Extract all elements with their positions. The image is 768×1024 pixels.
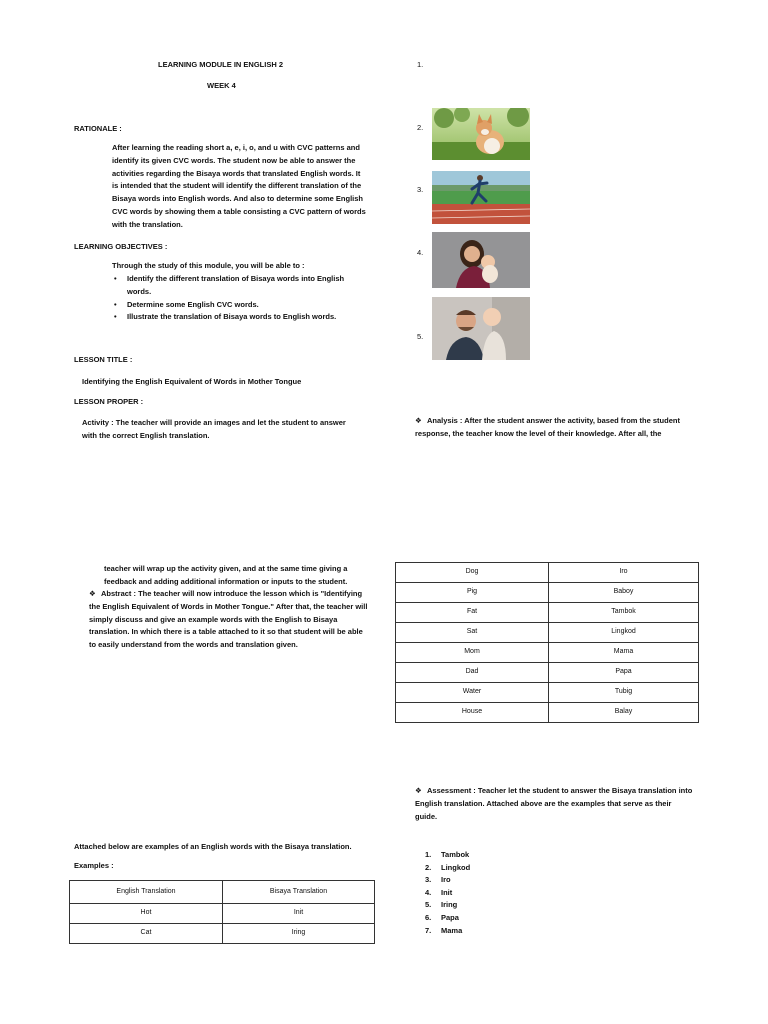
objective-item: • Illustrate the translation of Bisaya words to English words.: [112, 311, 357, 324]
objective-item: • Determine some English CVC words.: [112, 299, 357, 312]
table-cell: Papa: [549, 663, 699, 683]
mother-child-photo-icon: [432, 232, 530, 288]
table-row: [396, 663, 699, 683]
list-item: 3. Iro: [425, 875, 451, 885]
examples-label: Examples :: [74, 861, 114, 870]
table-cell: Mama: [549, 643, 699, 663]
father-child-photo: [432, 297, 530, 360]
assessment-text: Assessment : Teacher let the student to answer the Bisaya translation into English translation. Attached above are the examples that serve as their guide.: [415, 786, 693, 821]
dog-photo-icon: [432, 108, 530, 160]
table-row: [396, 563, 699, 583]
table-cell: Sat: [396, 623, 549, 643]
lesson-title-text: Identifying the English Equivalent of Words in Mother Tongue: [82, 377, 302, 386]
dog-photo: [432, 108, 530, 160]
assessment-list: [425, 849, 470, 937]
table-cell: Dad: [396, 663, 549, 683]
analysis-continuation: teacher will wrap up the activity given, and at the same time giving a feedback and adding additional information or inputs to the student.: [104, 564, 348, 586]
image-number: 4.: [417, 248, 424, 257]
table-header-cell: Bisaya Translation: [223, 881, 375, 904]
table-cell: Iro: [549, 563, 699, 583]
activity-text: Activity : The teacher will provide an images and let the student to answer with the correct English translation.: [82, 418, 346, 440]
module-title: LEARNING MODULE IN ENGLISH 2: [158, 60, 284, 69]
table-cell: Init: [223, 904, 375, 924]
list-item: 7. Mama: [425, 925, 463, 935]
table-row: [70, 924, 375, 944]
assessment-block: [415, 785, 693, 823]
diamond-bullet-icon: ❖: [415, 416, 422, 425]
table-cell: Iring: [223, 924, 375, 944]
table-row: [396, 643, 699, 663]
objectives-list: [112, 273, 357, 324]
rationale-body: After learning the reading short a, e, i, o, and u with CVC patterns and identify its given CVC words. The student now be able to answer the activities regarding the Bisaya words that translated English words. It is intended that the student will identify the different translation of the Bisaya words into English words. And also to determine some English CVC words by showing them a table consisting a CVC pattern of words with the translation.: [112, 143, 366, 229]
table-row: [70, 881, 375, 904]
analysis-text: Analysis : After the student answer the activity, based from the student response, the teacher know the level of their knowledge. After all, the: [415, 416, 680, 438]
table-cell: Pig: [396, 583, 549, 603]
table-row: [396, 603, 699, 623]
table-header-cell: English Translation: [70, 881, 223, 904]
list-item: 1. Tambok: [425, 850, 470, 859]
examples-intro: Attached below are examples of an English words with the Bisaya translation.: [74, 842, 352, 851]
objectives-intro: Through the study of this module, you will be able to :: [112, 261, 305, 270]
table-cell: Mom: [396, 643, 549, 663]
table-row: [396, 583, 699, 603]
image-number: 1.: [417, 60, 424, 69]
table-cell: Baboy: [549, 583, 699, 603]
table-row: [70, 904, 375, 924]
abstract-block: [89, 588, 369, 652]
analysis-block: [415, 415, 700, 441]
list-item: 6. Papa: [425, 912, 459, 922]
table-cell: Tambok: [549, 603, 699, 623]
image-number: 5.: [417, 332, 424, 341]
image-number: 2.: [417, 123, 424, 132]
table-cell: Cat: [70, 924, 223, 944]
father-child-photo-icon: [432, 297, 530, 360]
table-cell: House: [396, 703, 549, 723]
list-item: 2. Lingkod: [425, 862, 471, 872]
vocab-table: [395, 562, 699, 723]
image-number: 3.: [417, 185, 424, 194]
runner-photo-icon: [432, 171, 530, 224]
diamond-bullet-icon: ❖: [89, 589, 96, 598]
rationale-heading: RATIONALE :: [74, 124, 122, 133]
table-cell: Balay: [549, 703, 699, 723]
table-cell: Fat: [396, 603, 549, 623]
lesson-title-heading: LESSON TITLE :: [74, 355, 133, 364]
table-row: [396, 683, 699, 703]
objectives-heading: LEARNING OBJECTIVES :: [74, 242, 168, 251]
table-cell: Lingkod: [549, 623, 699, 643]
mother-child-photo: [432, 232, 530, 288]
table-cell: Dog: [396, 563, 549, 583]
list-item: 5. Iring: [425, 900, 458, 910]
table-row: [396, 623, 699, 643]
table-cell: Hot: [70, 904, 223, 924]
runner-photo: [432, 171, 530, 224]
table-cell: Tubig: [549, 683, 699, 703]
table-cell: Water: [396, 683, 549, 703]
examples-table: [69, 880, 375, 944]
lesson-proper-heading: LESSON PROPER :: [74, 397, 144, 406]
abstract-text: Abstract : The teacher will now introduce the lesson which is "Identifying the English Equivalent of Words in Mother Tongue." After that, the teacher will simply discuss and give an example words with the English to Bisaya translation. In which there is a table attached to it so that student will be able to easily understand from the words and translation given.: [89, 589, 368, 650]
table-row: [396, 703, 699, 723]
list-item: 4. Init: [425, 887, 453, 897]
diamond-bullet-icon: ❖: [415, 786, 422, 795]
week-label: WEEK 4: [207, 81, 236, 90]
objective-item: • Identify the different translation of Bisaya words into English words.: [112, 273, 357, 299]
